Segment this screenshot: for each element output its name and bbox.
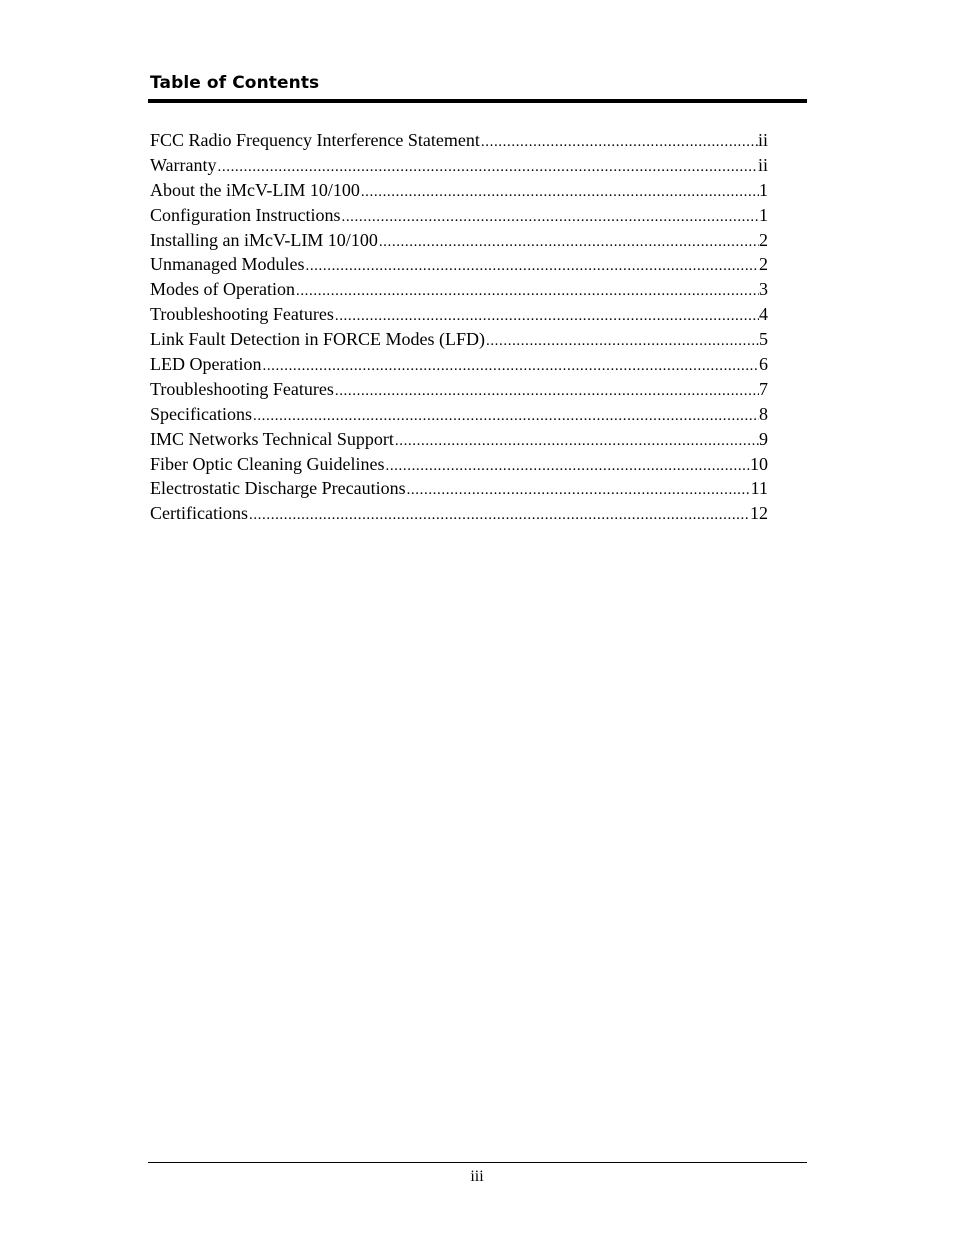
toc-entry-title: Link Fault Detection in FORCE Modes (LFD) bbox=[150, 329, 485, 350]
toc-entry-page: 6 bbox=[759, 354, 768, 375]
dot-leader bbox=[360, 180, 759, 203]
toc-entry-page: 8 bbox=[759, 403, 768, 424]
dot-leader bbox=[480, 130, 758, 153]
toc-entry[interactable] bbox=[150, 277, 768, 302]
dot-leader bbox=[384, 454, 750, 477]
dot-leader bbox=[295, 279, 759, 302]
toc-entry[interactable] bbox=[150, 427, 768, 452]
toc-entry-page: 4 bbox=[759, 304, 768, 325]
toc-entry-page: ii bbox=[757, 130, 768, 150]
toc-entry-title: Electrostatic Discharge Precautions bbox=[150, 478, 406, 499]
dot-leader bbox=[248, 503, 750, 526]
dot-leader bbox=[394, 429, 759, 452]
dot-leader bbox=[406, 478, 751, 501]
toc-entry[interactable] bbox=[150, 452, 768, 477]
toc-entry-title: LED Operation bbox=[150, 354, 262, 375]
toc-entry[interactable] bbox=[150, 402, 768, 427]
toc-entry-page: 1 bbox=[759, 179, 768, 200]
toc-entry-title: About the iMcV-LIM 10/100 bbox=[150, 179, 360, 200]
toc-entry-title: Configuration Instructions bbox=[150, 204, 341, 225]
dot-leader bbox=[378, 230, 759, 253]
toc-entry[interactable] bbox=[150, 377, 768, 402]
toc-entry[interactable] bbox=[150, 302, 768, 327]
toc-entry[interactable] bbox=[150, 476, 768, 501]
dot-leader bbox=[217, 155, 758, 178]
toc-entry[interactable] bbox=[150, 178, 768, 203]
page-number: iii bbox=[470, 1168, 484, 1185]
toc-entry-page: 5 bbox=[759, 329, 768, 350]
toc-entry-title: IMC Networks Technical Support bbox=[150, 428, 394, 449]
toc-entry-title: Specifications bbox=[150, 403, 252, 424]
table-of-contents bbox=[150, 128, 768, 526]
toc-entry-page: 1 bbox=[759, 204, 768, 225]
toc-entry-title: Warranty bbox=[150, 154, 217, 175]
toc-entry[interactable] bbox=[150, 128, 768, 153]
toc-entry[interactable] bbox=[150, 153, 768, 178]
toc-entry-page: 12 bbox=[750, 503, 768, 524]
toc-entry[interactable] bbox=[150, 327, 768, 352]
dot-leader bbox=[304, 254, 759, 277]
toc-entry-title: Modes of Operation bbox=[150, 279, 295, 300]
dot-leader bbox=[334, 379, 759, 402]
toc-entry[interactable] bbox=[150, 228, 768, 253]
dot-leader bbox=[340, 205, 759, 228]
toc-entry-title: Certifications bbox=[150, 503, 248, 524]
toc-entry-title: Troubleshooting Features bbox=[150, 304, 334, 325]
toc-entry-title: Installing an iMcV-LIM 10/100 bbox=[150, 229, 378, 250]
dot-leader bbox=[334, 304, 759, 327]
toc-entry-page: ii bbox=[757, 154, 768, 175]
toc-entry-page: 3 bbox=[759, 279, 768, 300]
toc-entry-page: 2 bbox=[759, 229, 768, 250]
toc-entry-page: 9 bbox=[759, 428, 768, 449]
dot-leader bbox=[261, 354, 759, 377]
toc-entry[interactable] bbox=[150, 203, 768, 228]
page-title: Table of Contents bbox=[150, 73, 320, 93]
header-rule bbox=[148, 99, 807, 103]
toc-entry-title: Unmanaged Modules bbox=[150, 254, 305, 275]
toc-entry-page: 10 bbox=[750, 453, 768, 474]
toc-entry-page: 11 bbox=[750, 478, 768, 499]
toc-entry-page: 2 bbox=[759, 254, 768, 275]
dot-leader bbox=[485, 329, 759, 352]
toc-entry-title: FCC Radio Frequency Interference Statement bbox=[150, 130, 480, 150]
toc-entry-title: Fiber Optic Cleaning Guidelines bbox=[150, 453, 385, 474]
toc-entry[interactable] bbox=[150, 352, 768, 377]
footer-rule bbox=[148, 1162, 807, 1163]
toc-entry-title: Troubleshooting Features bbox=[150, 378, 334, 399]
toc-entry[interactable] bbox=[150, 252, 768, 277]
dot-leader bbox=[252, 404, 759, 427]
toc-entry[interactable] bbox=[150, 501, 768, 526]
toc-entry-page: 7 bbox=[759, 378, 768, 399]
